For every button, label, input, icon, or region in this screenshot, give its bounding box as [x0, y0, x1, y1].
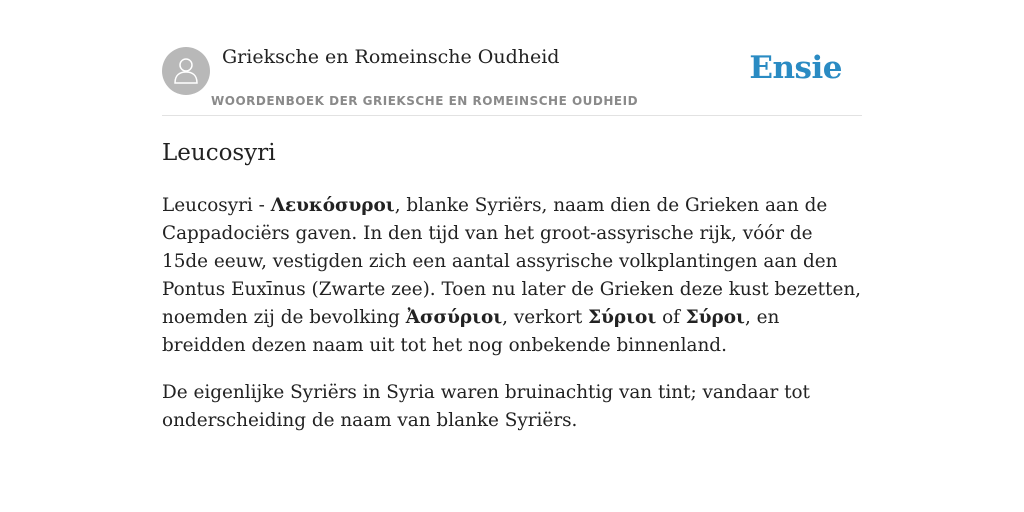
- text-segment: , blanke Syriërs, naam dien de Grieken aan de Cappadociërs gaven. In den tijd van het groot-assyrische rijk, vóór de 15de eeuw, vestigden zich een aantal assyrische volkplantingen aan den Pontus Euxīnus (Zwarte zee). Toen nu later de Grieken deze kust bezetten, noemden zij de bevolking: [162, 195, 862, 328]
- article-content: [162, 192, 862, 454]
- source-title-link[interactable]: Grieksche en Romeinsche Oudheid: [222, 46, 560, 68]
- text-segment: , verkort: [502, 307, 589, 328]
- greek-term: Σύριοι: [588, 307, 657, 328]
- header: [162, 0, 862, 116]
- text-segment: , en breidden dezen naam uit tot het nog onbekende binnenland.: [162, 307, 780, 356]
- greek-term: Ἀσσύριοι: [405, 307, 503, 328]
- greek-term: Σύροι: [685, 307, 745, 328]
- page-title: Leucosyri: [162, 140, 276, 166]
- brand-logo-link[interactable]: Ensie: [749, 50, 842, 86]
- paragraph-2: De eigenlijke Syriërs in Syria waren bruinachtig van tint; vandaar tot onderscheiding de naam van blanke Syriërs.: [162, 382, 810, 431]
- page: [162, 0, 862, 431]
- paragraph-1: [162, 192, 862, 360]
- source-subtitle: WOORDENBOEK DER GRIEKSCHE EN ROMEINSCHE OUDHEID: [211, 94, 639, 108]
- text-segment: Leucosyri -: [162, 195, 271, 216]
- avatar[interactable]: [162, 47, 210, 95]
- greek-term: Λευκόσυροι: [270, 195, 395, 216]
- user-icon: [172, 56, 200, 86]
- text-segment: of: [656, 307, 686, 328]
